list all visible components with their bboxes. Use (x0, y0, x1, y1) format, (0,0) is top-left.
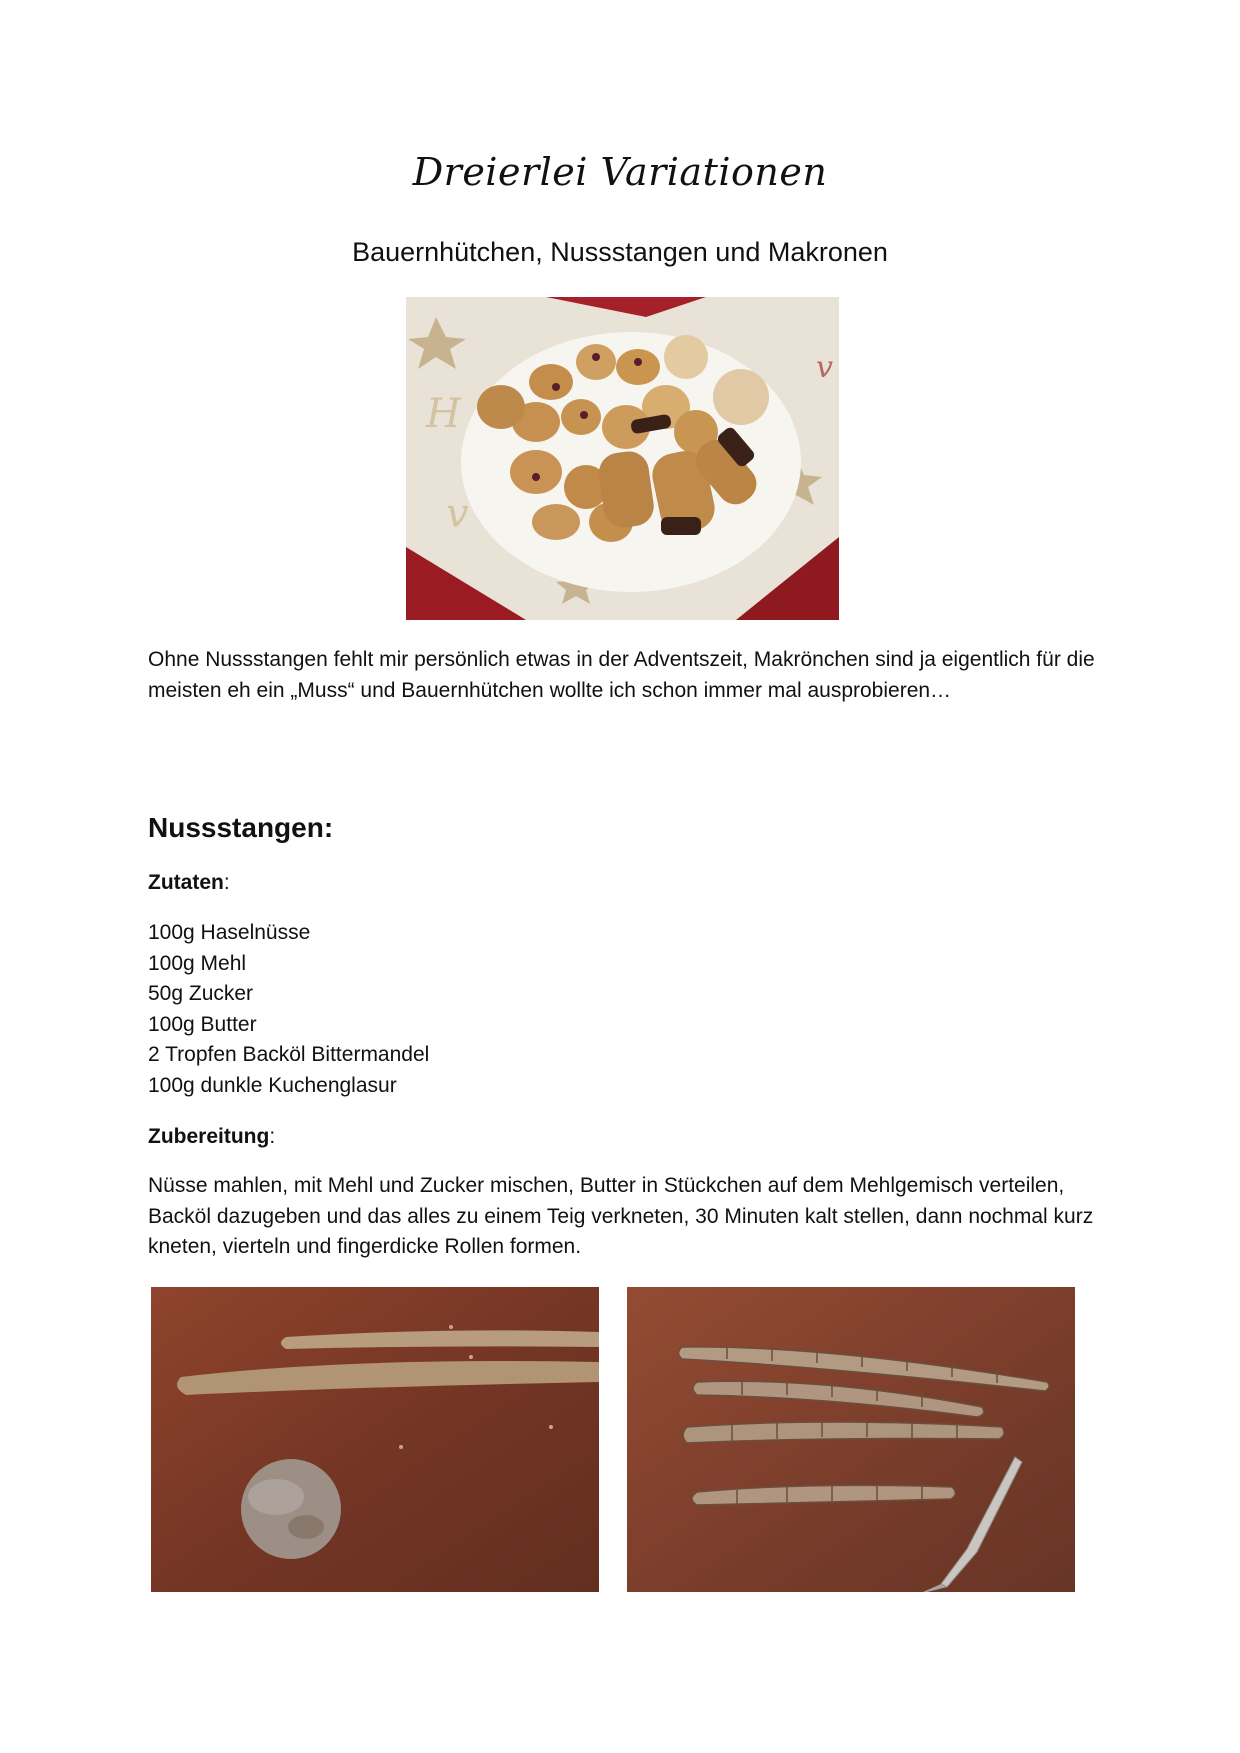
ingredients-list (148, 918, 429, 1102)
intro-paragraph: Ohne Nussstangen fehlt mir persönlich etwas in der Adventszeit, Makrönchen sind ja eigentlich für die meisten eh ein „Muss“ und Bauernhütchen wollte ich schon immer mal ausprobieren… (148, 648, 1095, 702)
list-item: 50g Zucker (148, 982, 254, 1006)
svg-text:v: v (446, 491, 469, 537)
notched-rolls-photo (627, 1287, 1075, 1592)
section-heading: Nussstangen: (148, 812, 334, 843)
preparation-label: Zubereitung: (148, 1125, 276, 1148)
list-item: 100g Haselnüsse (148, 921, 311, 944)
preparation-label-text: Zubereitung (148, 1125, 270, 1148)
list-item: 100g Mehl (148, 951, 247, 975)
list-item: 2 Tropfen Backöl Bittermandel (148, 1043, 430, 1067)
svg-text:H: H (426, 391, 461, 437)
preparation-paragraph: Nüsse mahlen, mit Mehl und Zucker mischen, Butter in Stückchen auf dem Mehlgemisch verteilen, Backöl dazugeben und das alles zu einem Teig verkneten, 30 Minuten kalt stellen, dann nochmal kurz kneten, vierteln und fingerdicke Rollen formen. (148, 1174, 1094, 1258)
svg-text:v: v (816, 350, 833, 385)
page-subtitle: Bauernhütchen, Nussstangen und Makronen (352, 237, 888, 267)
dough-rolls-photo (151, 1287, 599, 1592)
page-title: Dreierlei Variationen (412, 150, 828, 194)
cookie-plate-photo (406, 297, 839, 620)
ingredients-label: Zutaten: (148, 871, 230, 894)
list-item: 100g dunkle Kuchenglasur (148, 1073, 397, 1097)
ingredients-label-text: Zutaten (148, 871, 224, 894)
list-item: 100g Butter (148, 1012, 257, 1036)
